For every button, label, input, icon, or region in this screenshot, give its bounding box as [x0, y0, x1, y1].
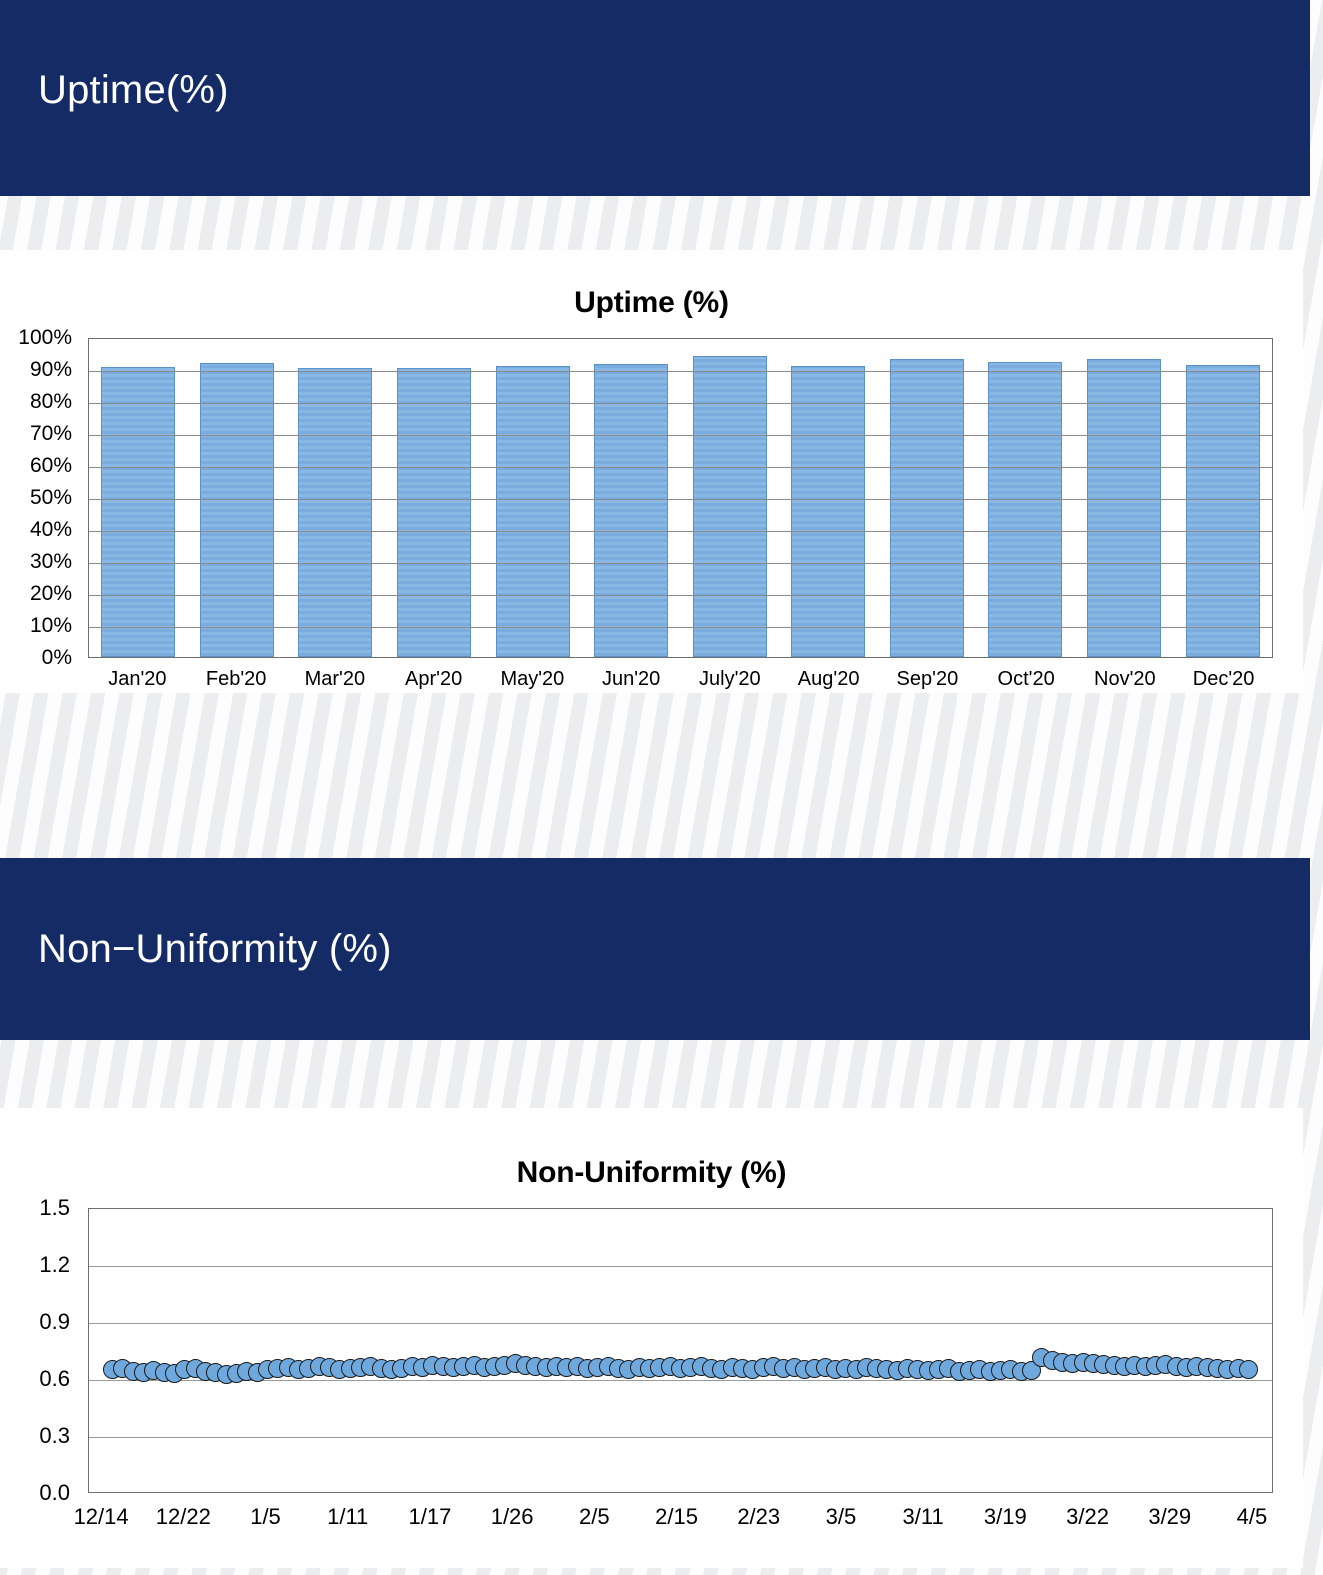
chart-uptime-bar [101, 367, 175, 657]
chart-uptime-x-tick: Nov'20 [1094, 668, 1156, 690]
chart-uptime-y-tick: 50% [29, 486, 72, 509]
chart-nonuniformity-y-tick: 0.3 [39, 1423, 70, 1448]
chart-nonuniformity-x-tick: 3/5 [825, 1504, 857, 1529]
section-banner-uptime-title: Uptime(%) [38, 68, 229, 112]
chart-uptime-x-tick: Apr'20 [405, 668, 463, 690]
chart-uptime-bar [890, 359, 964, 657]
chart-uptime-x-axis [88, 668, 1273, 691]
chart-uptime-gridline [89, 403, 1272, 404]
chart-uptime-y-tick: 40% [29, 518, 72, 541]
chart-uptime-bar [397, 368, 471, 657]
chart-uptime-x-tick: Feb'20 [205, 668, 267, 690]
chart-uptime-gridline [89, 467, 1272, 468]
chart-uptime-x-tick: Dec'20 [1192, 668, 1255, 690]
chart-nonuniformity-x-tick: 3/29 [1148, 1504, 1192, 1529]
chart-nonuniformity-y-tick: 0.9 [39, 1309, 70, 1334]
chart-nonuniformity-x-tick: 1/5 [250, 1504, 281, 1529]
chart-uptime-gridline [89, 627, 1272, 628]
chart-nonuniformity-x-tick: 12/22 [155, 1504, 211, 1529]
chart-nonuniformity-x-tick: 12/14 [73, 1504, 129, 1529]
chart-uptime-bar [693, 356, 767, 657]
chart-uptime-title: Uptime (%) [574, 286, 729, 319]
chart-uptime-gridline [89, 435, 1272, 436]
chart-uptime-y-tick: 80% [29, 390, 72, 413]
chart-nonuniformity-y-tick: 0.0 [39, 1480, 70, 1505]
chart-nonuniformity-gridline [89, 1266, 1272, 1267]
chart-uptime-x-tick: May'20 [500, 668, 565, 690]
chart-uptime-bar [791, 366, 865, 657]
chart-nonuniformity-x-tick: 1/26 [490, 1504, 534, 1529]
chart-uptime-bar [1186, 365, 1260, 657]
chart-nonuniformity-y-tick: 1.2 [39, 1252, 70, 1277]
chart-uptime-gridline [89, 531, 1272, 532]
chart-nonuniformity-y-axis [0, 1195, 78, 1505]
chart-uptime-x-tick: July'20 [699, 668, 761, 690]
chart-uptime-gridline [89, 371, 1272, 372]
chart-uptime-y-tick: 30% [29, 550, 72, 573]
chart-nonuniformity-x-tick: 4/5 [1236, 1504, 1268, 1529]
chart-nonuniformity-y-tick: 1.5 [39, 1195, 70, 1220]
section-banner-nonuniformity [0, 858, 1310, 1040]
chart-uptime-y-tick: 90% [29, 358, 72, 381]
chart-uptime [0, 250, 1303, 693]
section-banner-nonuniformity-title: Non−Uniformity (%) [38, 926, 392, 971]
chart-nonuniformity-x-tick: 3/19 [983, 1504, 1027, 1529]
chart-nonuniformity-x-tick: 2/15 [655, 1504, 698, 1529]
chart-nonuniformity [0, 1108, 1303, 1568]
chart-uptime-y-tick: 0% [41, 646, 72, 669]
chart-uptime-bar [298, 368, 372, 657]
chart-uptime-gridline [89, 595, 1272, 596]
chart-uptime-x-tick: Oct'20 [997, 668, 1055, 690]
chart-uptime-y-axis [0, 326, 78, 669]
chart-uptime-bar [988, 362, 1062, 657]
chart-nonuniformity-x-tick: 3/22 [1066, 1504, 1109, 1529]
chart-uptime-y-tick: 100% [18, 326, 72, 349]
chart-nonuniformity-title: Non-Uniformity (%) [516, 1156, 787, 1189]
chart-nonuniformity-x-tick: 2/23 [737, 1504, 781, 1529]
chart-nonuniformity-x-tick: 1/11 [327, 1504, 369, 1529]
chart-uptime-x-tick: Aug'20 [797, 668, 860, 690]
chart-uptime-y-tick: 20% [29, 582, 72, 605]
chart-nonuniformity-gridline [89, 1437, 1272, 1438]
chart-uptime-plot-area [88, 338, 1273, 658]
chart-uptime-y-tick: 70% [29, 422, 72, 445]
chart-uptime-bar [1087, 359, 1161, 657]
section-banner-uptime [0, 0, 1310, 196]
chart-uptime-bar [200, 363, 274, 657]
chart-uptime-x-tick: Sep'20 [896, 668, 959, 690]
chart-uptime-bar [594, 364, 668, 657]
chart-uptime-bar [496, 366, 570, 657]
chart-nonuniformity-gridline [89, 1380, 1272, 1381]
chart-uptime-y-tick: 10% [29, 614, 72, 637]
chart-nonuniformity-plot-area [88, 1208, 1273, 1493]
chart-uptime-x-tick: Jan'20 [108, 668, 167, 690]
chart-nonuniformity-y-tick: 0.6 [39, 1366, 70, 1391]
chart-uptime-y-tick: 60% [29, 454, 72, 477]
chart-uptime-x-tick: Mar'20 [304, 668, 366, 690]
chart-nonuniformity-x-tick: 1/17 [408, 1504, 452, 1529]
chart-uptime-gridline [89, 499, 1272, 500]
chart-uptime-gridline [89, 563, 1272, 564]
chart-nonuniformity-point [1239, 1360, 1258, 1379]
chart-nonuniformity-x-axis [60, 1504, 1293, 1530]
chart-uptime-x-tick: Jun'20 [601, 668, 661, 690]
chart-nonuniformity-x-tick: 2/5 [579, 1504, 610, 1529]
chart-nonuniformity-gridline [89, 1323, 1272, 1324]
chart-nonuniformity-x-tick: 3/11 [902, 1504, 944, 1529]
